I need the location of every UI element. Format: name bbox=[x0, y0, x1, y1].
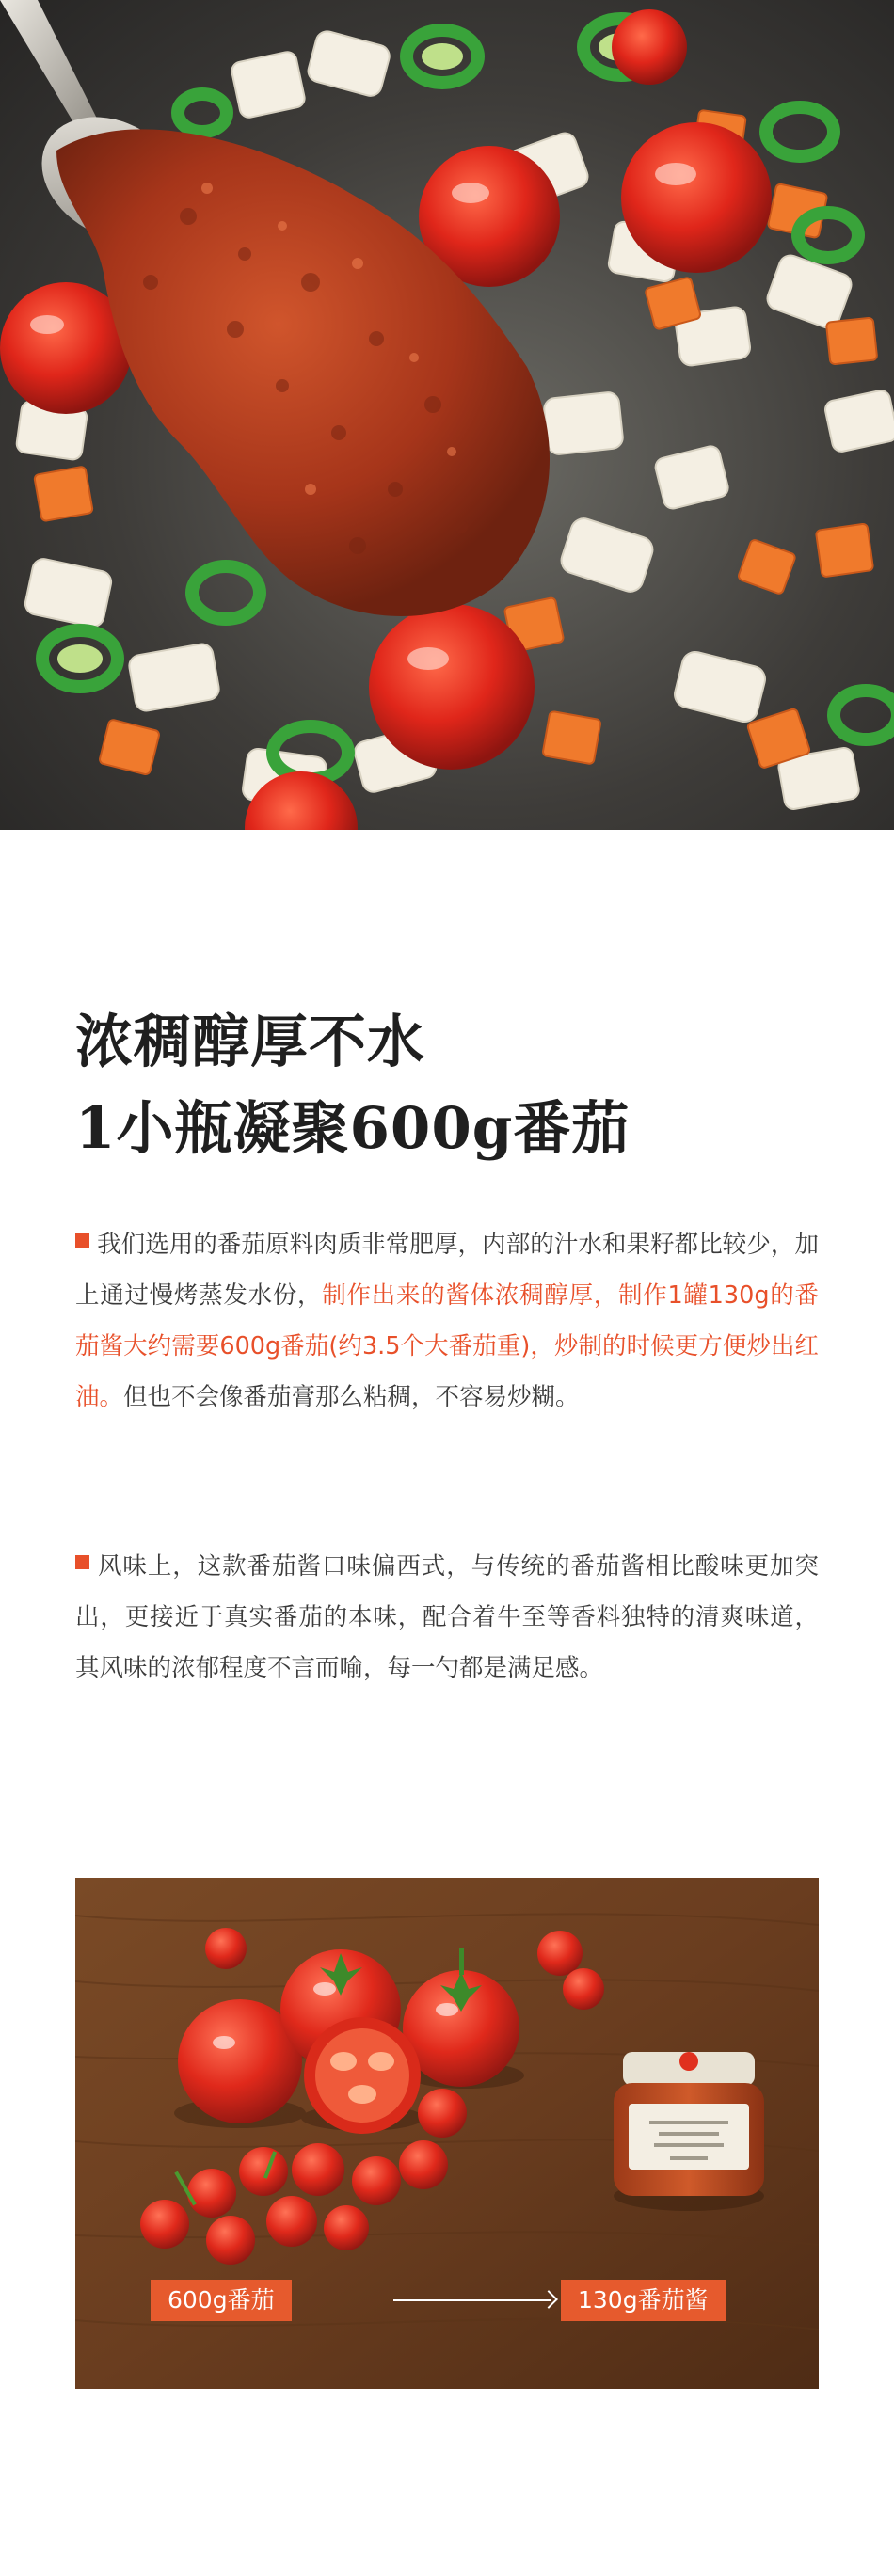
headline-line-1: 浓稠醇厚不水 bbox=[75, 1009, 426, 1075]
paragraph-2-text: 风味上，这款番茄酱口味偏西式，与传统的番茄酱相比酸味更加突出，更接近于真实番茄的本味，配合着牛至等香料独特的清爽味道，其风味的浓郁程度不言而喻，每一勺都是满足感。 bbox=[75, 1552, 819, 1682]
hero-illustration bbox=[0, 0, 894, 830]
bullet-square-icon bbox=[75, 1555, 89, 1569]
paragraph-1-tail: 但也不会像番茄膏那么粘稠，不容易炒糊。 bbox=[123, 1383, 580, 1411]
tomato-weight-tag: 600g番茄 bbox=[151, 2280, 292, 2321]
headline bbox=[75, 999, 828, 1172]
description-paragraph-1 bbox=[75, 1219, 819, 1423]
sauce-weight-tag: 130g番茄酱 bbox=[561, 2280, 726, 2321]
paragraph-1-highlight: 制作出来的酱体浓稠醇厚，制作1罐130g的番茄酱大约需要600g番茄(约3.5个大番茄重)，炒制的时候更方便炒出红油。 bbox=[75, 1281, 819, 1411]
paragraph-1-text: 我们选用的番茄原料肉质非常肥厚，内部的汁水和果籽都比较少，加上通过慢烤蒸发水份， bbox=[75, 1231, 819, 1310]
bullet-square-icon bbox=[75, 1233, 89, 1248]
hero-photo bbox=[0, 0, 894, 830]
headline-line-2: 1小瓶凝聚600g番茄 bbox=[75, 1095, 631, 1162]
description-paragraph-2 bbox=[75, 1541, 819, 1693]
arrow-right-icon bbox=[393, 2299, 551, 2301]
